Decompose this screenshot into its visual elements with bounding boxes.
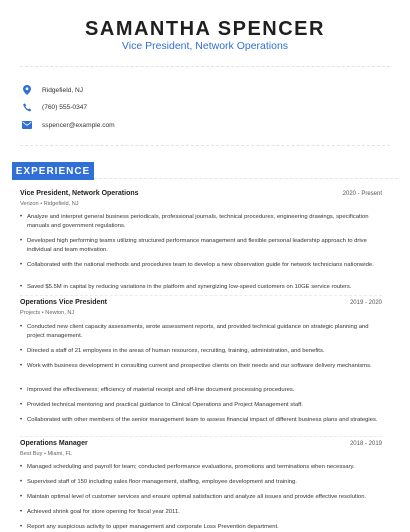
map-pin-icon [22, 85, 32, 95]
job-company: Verizon • Ridgefield, NJ [20, 201, 79, 207]
contact-email [22, 119, 115, 131]
job-title: Operations Vice President [20, 299, 108, 306]
job-company-name: Best Buy [20, 451, 43, 457]
list-item: • Collaborated with the national methods and procedures team to develop a new observation guide for network technicians nationwide. [20, 262, 374, 268]
list-item: • Provided technical mentoring and practical guidance to Clinical Operations and Project Management staff. [20, 402, 303, 408]
bullet-text: Managed scheduling and payroll for team; conducted performance evaluations, promotions and terminations when necessary. [27, 464, 355, 470]
list-item: • Saved $5.5M in capital by reducing variations in the platform and synergizing low-speed customers on 10GE service routers. [20, 284, 352, 290]
list-item: • Maintain optimal level of customer services and ensure optimal satisfaction and analyze all issues and provide effective resolution. [20, 494, 367, 500]
envelope-icon [22, 120, 32, 130]
bullet-text: Directed a staff of 21 employees in the areas of human resources, recruiting, training, administration, and benefits. [27, 348, 325, 354]
job-dates: 2018 - 2019 [349, 441, 382, 447]
bullet-text: Work with business development in consulting current and prospective clients on their needs and our software delivery mechanisms. [27, 363, 372, 369]
job-company-location: Newton, NJ [45, 310, 75, 316]
bullet-text: Collaborated with the national methods and procedures team to develop a new observation guide for network technicians nationwide. [27, 262, 374, 268]
bullet-text: Collaborated with other members of the senior management team to assess financial impact of different business plans and strategies. [27, 417, 378, 423]
list-item: • Analyze and interpret general business periodicals, professional journals, technical procedures, engineering drawings, specification manuals and government regulations. [20, 213, 380, 230]
bullet-text: Developed high performing teams utilizing structured performance management and flexible personal leadership approach to drive individual and team motivation. [27, 238, 367, 253]
list-item: • Achieved shrink goal for store opening for fiscal year 2011. [20, 509, 180, 515]
experience-heading-rule [94, 178, 398, 179]
header-divider [20, 66, 390, 67]
job-divider [20, 436, 382, 437]
bullet-text: Report any suspicious activity to upper management and corporate Loss Prevention department. [27, 524, 279, 530]
bullet-text: Analyze and interpret general business periodicals, professional journals, technical procedures, engineering drawings, specification manuals and government regulations. [27, 214, 369, 229]
bullet-text: Conducted new client capacity assessments, wrote assessment reports, and provided technical guidance on strategic planning and project management. [27, 324, 369, 339]
contact-divider [20, 145, 390, 146]
bullet-text: Saved $5.5M in capital by reducing variations in the platform and synergizing low-speed customers on 10GE service routers. [27, 284, 352, 290]
bullet-text: Provided technical mentoring and practical guidance to Clinical Operations and Project Management staff. [27, 402, 303, 408]
list-item: • Directed a staff of 21 employees in the areas of human resources, recruiting, training, administration, and benefits. [20, 348, 325, 354]
contact-email-text: sspencer@example.com [42, 121, 115, 129]
list-item: • Collaborated with other members of the senior management team to assess financial impact of different business plans and strategies. [20, 417, 378, 423]
job-company: Best Buy • Miami, FL [20, 451, 73, 457]
bullet-text: Maintain optimal level of customer services and ensure optimal satisfaction and analyze all issues and provide effective resolution. [27, 494, 367, 500]
job-title: Vice President, Network Operations [20, 190, 139, 197]
job-company-location: Miami, FL [47, 451, 73, 457]
job-divider [20, 295, 382, 296]
job-company-location: Ridgefield, NJ [43, 201, 79, 207]
candidate-name: SAMANTHA SPENCER [85, 18, 325, 40]
job-dates: 2019 - 2020 [349, 300, 382, 306]
contact-location-text: Ridgefield, NJ [42, 86, 84, 94]
job-title: Operations Manager [20, 440, 88, 447]
job-company: Projects • Newton, NJ [20, 310, 75, 316]
bullet-text: Achieved shrink goal for store opening for fiscal year 2011. [27, 509, 180, 515]
list-item: • Supervised staff of 150 including sales floor management, staffing, employee development and training. [20, 479, 297, 485]
list-item: • Work with business development in consulting current and prospective clients on their needs and our software delivery mechanisms. [20, 363, 372, 369]
experience-heading: EXPERIENCE [12, 162, 94, 180]
job-company-name: Verizon [20, 201, 39, 207]
contact-phone-text: (760) 555-0347 [42, 103, 88, 111]
list-item: • Managed scheduling and payroll for team; conducted performance evaluations, promotions and terminations when necessary. [20, 464, 355, 470]
list-item: • Developed high performing teams utilizing structured performance management and flexible personal leadership approach to drive individual and team motivation. [20, 237, 380, 254]
list-item: • Conducted new client capacity assessments, wrote assessment reports, and provided technical guidance on strategic planning and project management. [20, 323, 380, 340]
contact-location [22, 84, 83, 96]
phone-icon [22, 102, 32, 112]
candidate-role: Vice President, Network Operations [121, 40, 289, 52]
list-item: • Improved the effectiveness; efficiency of material receipt and off-line document processing procedures. [20, 387, 295, 393]
list-item: • Report any suspicious activity to upper management and corporate Loss Prevention department. [20, 524, 279, 530]
job-dates: 2020 - Present [342, 191, 382, 197]
bullet-text: Supervised staff of 150 including sales floor management, staffing, employee development and training. [27, 479, 297, 485]
bullet-text: Improved the effectiveness; efficiency of material receipt and off-line document processing procedures. [27, 387, 295, 393]
job-company-name: Projects [20, 310, 41, 316]
contact-phone [22, 101, 87, 113]
